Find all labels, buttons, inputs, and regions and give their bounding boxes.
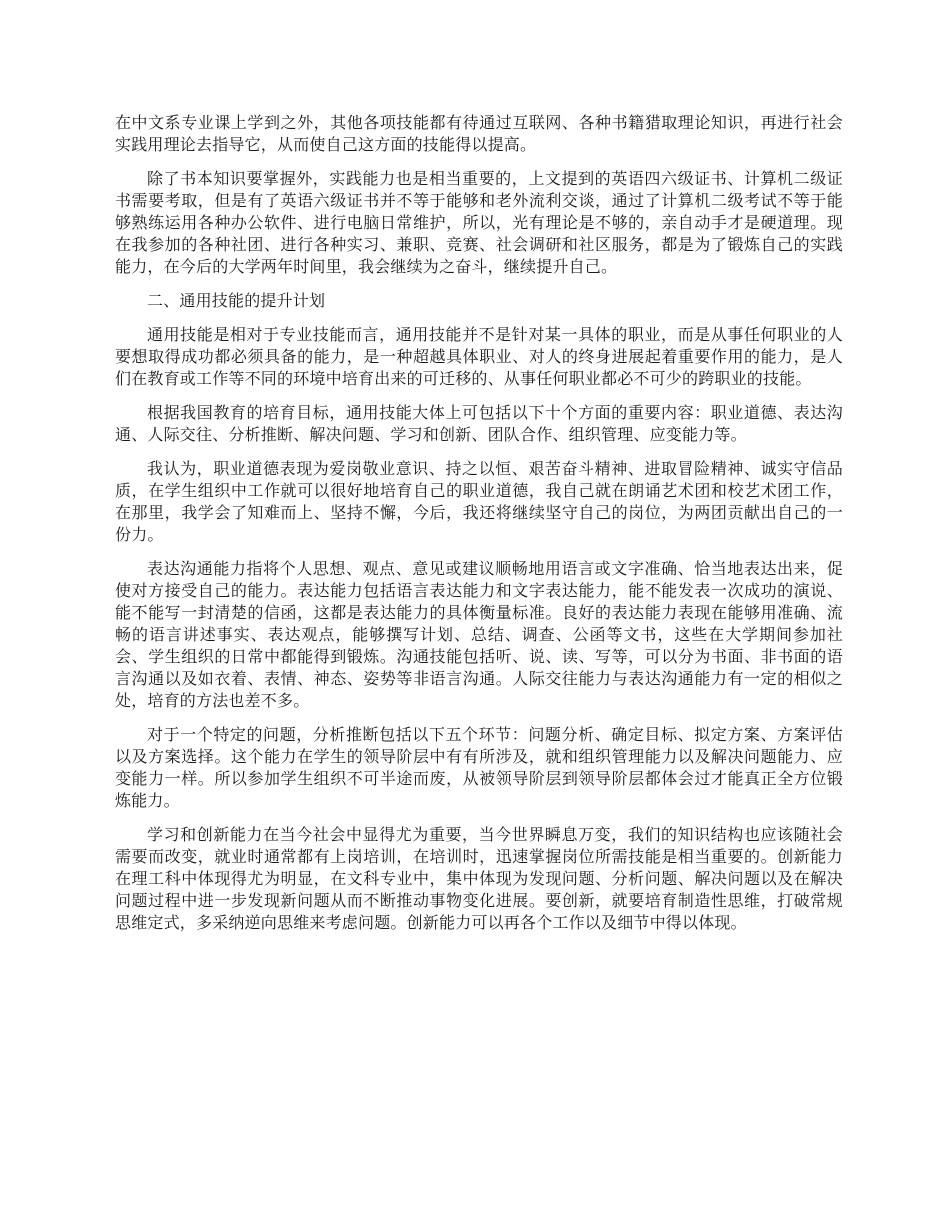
paragraph-general-skills-definition: 通用技能是相对于专业技能而言，通用技能并不是针对某一具体的职业，而是从事任何职业的人要想取得成功都必须具备的能力，是一种超越具体职业、对人的终身进展起着重要作用的能力，是人们在教育或工作等不同的环境中培育出来的可迁移的、从事任何职业都必不可少的跨职业的技能。 xyxy=(115,325,843,388)
paragraph-learning-innovation: 学习和创新能力在当今社会中显得尤为重要，当今世界瞬息万变，我们的知识结构也应该随社会需要而改变，就业时通常都有上岗培训，在培训时，迅速掌握岗位所需技能是相当重要的。创新能力在理工科中体现得尤为明显，在文科专业中，集中体现为发现问题、分析问题、解决问题以及在解决问题过程中进一步发现新问题从而不断推动事物变化进展。要创新，就要培育制造性思维，打破常规思维定式，多采纳逆向思维来考虑问题。创新能力可以再各个工作以及细节中得以体现。 xyxy=(115,825,843,932)
paragraph-practical-ability: 除了书本知识要掌握外，实践能力也是相当重要的，上文提到的英语四六级证书、计算机二级证书需要考取，但是有了英语六级证书并不等于能够和老外流利交谈，通过了计算机二级考试不等于能够熟练运用各种办公软件、进行电脑日常维护，所以，光有理论是不够的，亲自动手才是硬道理。现在我参加的各种社团、进行各种实习、兼职、竞赛、社会调研和社区服务，都是为了锻炼自己的实践能力，在今后的大学两年时间里，我会继续为之奋斗，继续提升自己。 xyxy=(115,169,843,276)
paragraph-communication: 表达沟通能力指将个人思想、观点、意见或建议顺畅地用语言或文字准确、恰当地表达出来，促使对方接受自己的能力。表达能力包括语言表达能力和文字表达能力，能不能发表一次成功的演说、能不能写一封清楚的信函，这都是表达能力的具体衡量标准。良好的表达能力表现在能够用准确、流畅的语言讲述事实、表达观点，能够撰写计划、总结、调查、公函等文书，这些在大学期间参加社会、学生组织的日常中都能得到锻炼。沟通技能包括听、说、读、写等，可以分为书面、非书面的语言沟通以及如衣着、表情、神态、姿势等非语言沟通。人际交往能力与表达沟通能力有一定的相似之处，培育的方法也差不多。 xyxy=(115,559,843,710)
section-heading-general-skills: 二、通用技能的提升计划 xyxy=(147,291,326,310)
paragraph-professional-ethics: 我认为，职业道德表现为爱岗敬业意识、持之以恒、艰苦奋斗精神、进取冒险精神、诚实守信品质，在学生组织中工作就可以很好地培育自己的职业道德，我自己就在朗诵艺术团和校艺术团工作，在那里，我学会了知难而上、坚持不懈，今后，我还将继续坚守自己的岗位，为两团贡献出自己的一份力。 xyxy=(115,459,843,544)
paragraph-general-skills-contents: 根据我国教育的培育目标，通用技能大体上可包括以下十个方面的重要内容：职业道德、表达沟通、人际交往、分析推断、解决问题、学习和创新、团队合作、组织管理、应变能力等。 xyxy=(115,403,843,444)
document-body xyxy=(115,112,843,946)
paragraph-analysis: 对于一个特定的问题，分析推断包括以下五个环节：问题分析、确定目标、拟定方案、方案评估以及方案选择。这个能力在学生的领导阶层中有有所涉及，就和组织管理能力以及解决问题能力、应变能力一样。所以参加学生组织不可半途而废，从被领导阶层到领导阶层都体会过才能真正全方位锻炼能力。 xyxy=(115,725,843,810)
paragraph-continuation: 在中文系专业课上学到之外，其他各项技能都有待通过互联网、各种书籍猎取理论知识，再进行社会实践用理论去指导它，从而使自己这方面的技能得以提高。 xyxy=(115,113,843,154)
